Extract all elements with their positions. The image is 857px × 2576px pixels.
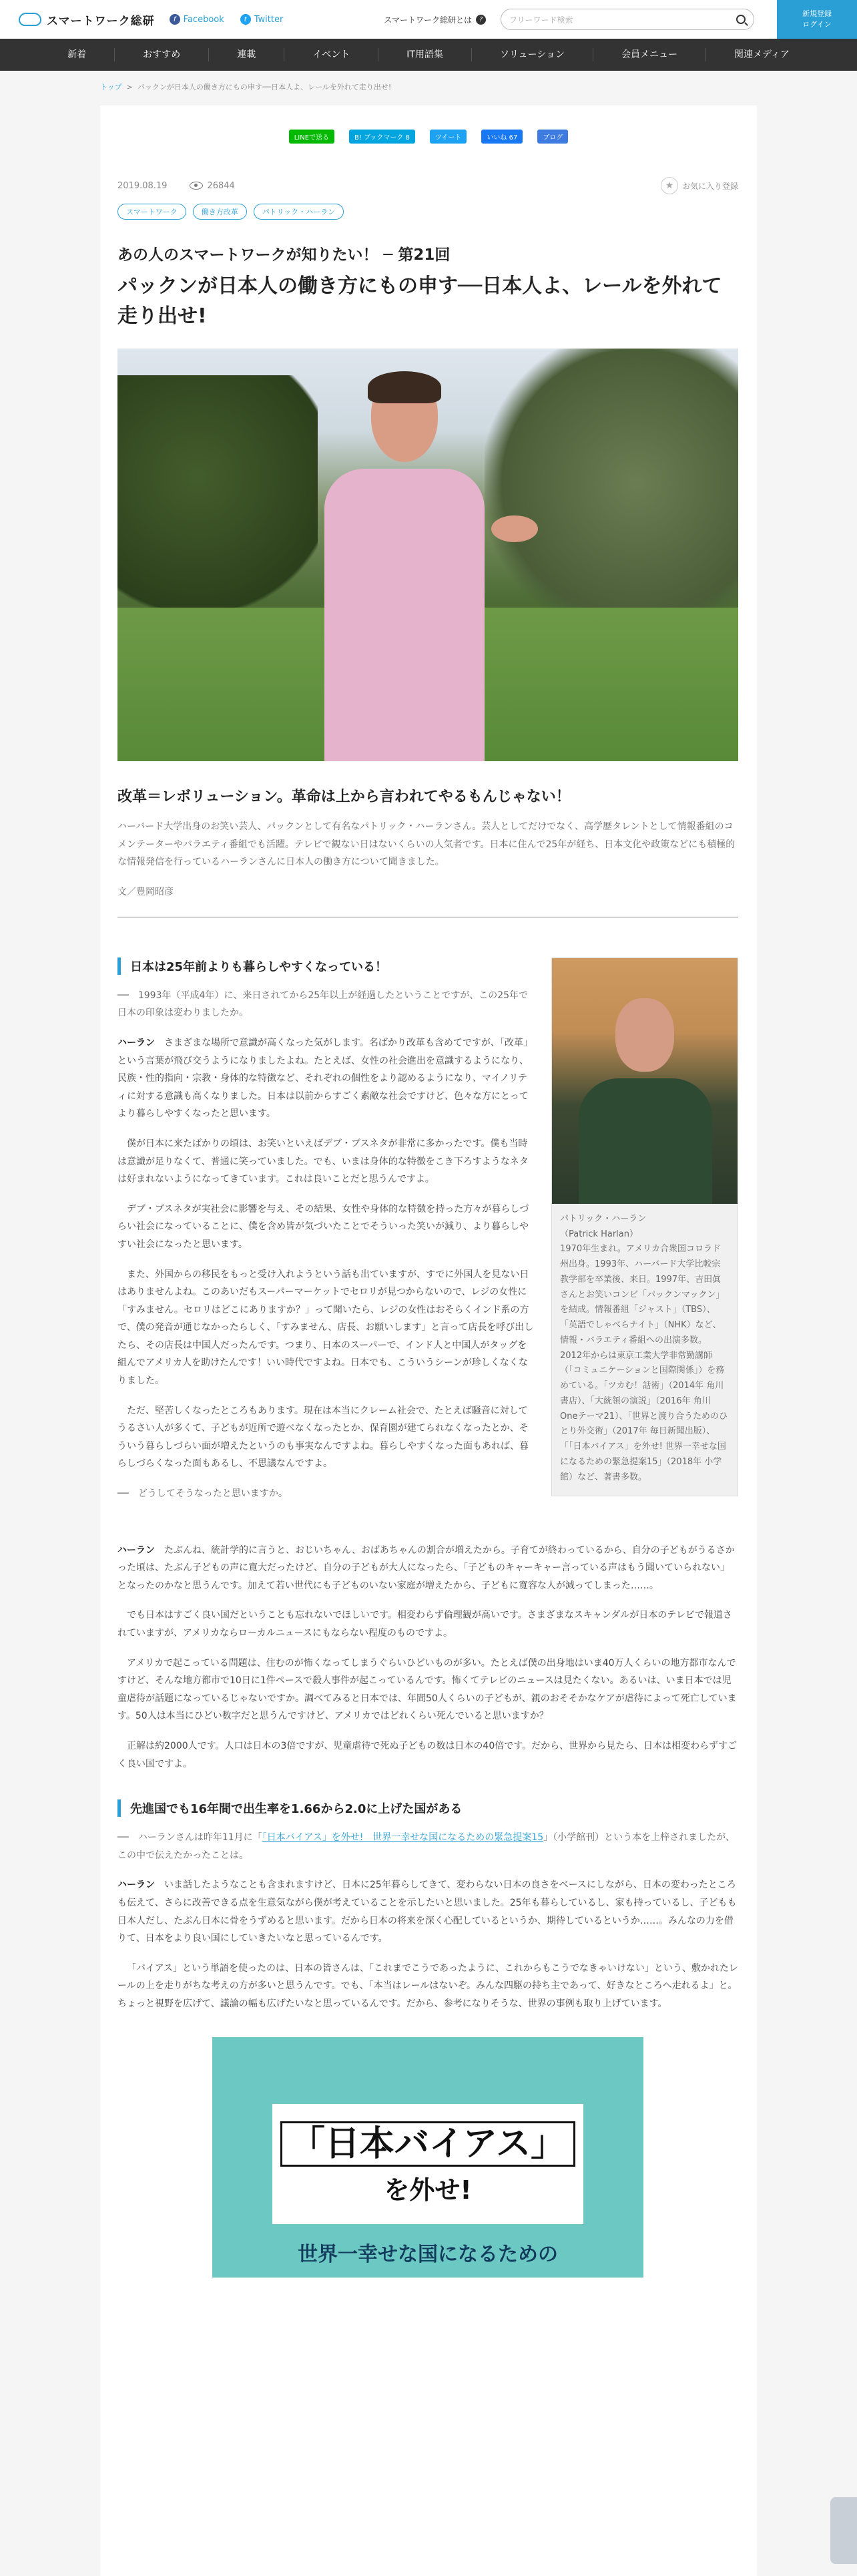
main-column bbox=[117, 957, 535, 1515]
cloud-logo-icon bbox=[19, 13, 41, 26]
answer: さまざまな場所で意識が高くなった気がします。名ばかり改革も含めてですが、「改革」という言葉が飛び交うようになりましたよね。たとえば、女性の社会進出を意識するようになり、民族・性的指向・宗教・身体的な特徴など、それぞれの個性をより認めるようになり、マイノリティに対する意識も高くなりました。日本は以前からすごく素敵な社会ですけど、色々な方にとってより暮らしやすくなったと思います。 bbox=[117, 1037, 533, 1120]
speaker-name: ハーラン bbox=[117, 1037, 155, 1048]
article bbox=[100, 105, 757, 2576]
section-heading: 日本は25年前よりも暮らしやすくなっている！ bbox=[117, 957, 535, 975]
profile-name-en: （Patrick Harlan） bbox=[560, 1229, 638, 1239]
article-meta bbox=[117, 177, 738, 194]
paragraph: また、外国からの移民をもっと受け入れようという話も出ていますが、すでに外国人を見ない日はありませんよね。このあいだもスーパーマーケットでセロリが見つからないので、レジの女性に「すみません。セロリはどこにありますか？」って聞いたら、レジの女性はおそらくインド系の方で、僕の発音が通じなかったらしく、「すみません、店長、お願いします」と言って店長を呼び出したら、その店長は中国人だったんです。つまり、日本のスーパーで、インド人と中国人がタッグを組んでアメリカ人を助けたんです！いい時代ですよね。日本でも、こういうシーンが珍しくなくなりました。 bbox=[117, 1269, 534, 1387]
book-link[interactable]: 「日本バイアス」を外せ! 世界一幸せな国になるための緊急提案15 bbox=[262, 1832, 544, 1844]
lead-text: ハーバード大学出身のお笑い芸人、パックンとして有名なパトリック・ハーランさん。芸人としてだけでなく、高学歴タレントとして情報番組のコメンテーターやバラエティ番組でも活躍。テレビで観ない日はないくらいの人気者です。日本に住んで25年が経ち、日本文化や政策などにも積極的な情報発信を行っているハーランさんに日本人の働き方について聞きました。 bbox=[117, 821, 736, 868]
article-title: パックンが日本人の働き方にもの申す──日本人よ、レールを外れて走り出せ! bbox=[117, 274, 722, 328]
question: ── 1993年（平成4年）に、来日されてから25年以上が経過したということですが、この25年で日本の印象は変わりましたか。 bbox=[117, 990, 529, 1019]
tag[interactable]: パトリック・ハーラン bbox=[254, 204, 344, 220]
blog-share-button[interactable]: ブログ bbox=[537, 130, 568, 144]
logo-text: スマートワーク総研 bbox=[47, 14, 155, 28]
star-icon: ★ bbox=[661, 177, 678, 194]
tag[interactable]: スマートワーク bbox=[117, 204, 186, 220]
speaker-name: ハーラン bbox=[117, 1880, 155, 1891]
paragraph: アメリカで起こっている問題は、住むのが怖くなってしまうぐらいひどいものが多い。たとえば僕の出身地はいま40万人くらいの地方都市なんですけど、そんな地方都市で10日に1件ペースで殺人事件が起こっているんです。怖くてテレビのニュースは見たくない。あるいは、いま日本では児童虐待が話題になっているじゃないですか。調べてみると日本では、年間50人くらいの子どもが、親のおそそかなケアが虐待によって死亡しています。50人は本当にひどい数字だと思うんですけど、アメリカではどれくらい死んでいると思いますか？ bbox=[117, 1657, 737, 1722]
profile-caption bbox=[552, 1204, 738, 1486]
author-credit: 文／豊岡昭彦 bbox=[117, 886, 174, 897]
section-heading: 先進国でも16年間で出生率を1.66から2.0に上げた国がある bbox=[117, 1799, 738, 1817]
nav-item[interactable]: おすすめ bbox=[115, 48, 209, 61]
profile-bio: 1970年生まれ。アメリカ合衆国コロラド州出身。1993年、ハーバード大学比較宗教学部を卒業後、来日。1997年、吉田眞さんとお笑いコンビ「パックンマックン」を結成。情報番組「ジャスト」（TBS）、「英語でしゃべらナイト」（NHK）など、情報・バラエティ番組への出演多数。2012年からは東京工業大学非常勤講師（「コミュニケーションと国際関係」）を務めている。「ツカむ！話術」（2014年 角川書店）、「大統領の演説」（2016年 角川Oneテーマ21）、「世界と渡り合うためのひとり外交術」（2017年 毎日新聞出版）、「「日本バイアス」を外せ! 世界一幸せな国になるための緊急提案15」（2018年 小学館）など、著書多数。 bbox=[560, 1244, 728, 1482]
series-subtitle: あの人のスマートワークが知りたい！ ─ 第21回 bbox=[117, 246, 451, 264]
view-count: 26844 bbox=[190, 181, 234, 191]
nav-item[interactable]: 関連メディア bbox=[734, 49, 790, 60]
profile-sidebar bbox=[551, 957, 738, 1497]
facebook-icon: f bbox=[170, 14, 180, 25]
search-icon[interactable] bbox=[736, 15, 746, 24]
profile-name: パトリック・ハーラン bbox=[560, 1213, 647, 1224]
publish-date: 2019.08.19 bbox=[117, 180, 168, 191]
breadcrumb-current: パックンが日本人の働き方にもの申す──日本人よ、レールを外れて走り出せ! bbox=[137, 83, 392, 91]
share-buttons bbox=[100, 130, 757, 144]
question: ── どうしてそうなったと思いますか。 bbox=[117, 1488, 288, 1500]
hero-photo bbox=[117, 349, 738, 761]
question-icon: ? bbox=[476, 15, 486, 25]
facebook-link[interactable]: f Facebook bbox=[170, 14, 224, 25]
paragraph: 「バイアス」という単語を使ったのは、日本の皆さんは、「これまでこうであったように、これからもこうでなきゃいけない」という、敷かれたレールの上を走りがちな考えの方が多いと思うんです。でも、「本当はレールはないぞ。みんな四駆の持ち主であって、好きなところへ走れるよ」と。ちょっと視野を広げて、議論の幅も広げたいなと思っているんです。だから、参考になりそうな、世界の事例も取り上げています。 bbox=[117, 1962, 738, 2009]
tweet-button[interactable]: ツイート bbox=[430, 130, 467, 144]
nav-item[interactable]: IT用語集 bbox=[378, 48, 472, 61]
twitter-icon: t bbox=[240, 14, 251, 25]
like-button[interactable]: いいね 67 bbox=[481, 130, 523, 144]
tag-list bbox=[117, 204, 757, 220]
continued-body: ハーラン たぶんね、統計学的に言うと、おじいちゃん、おばあちゃんの割合が増えたから。子育てが終わっているから、自分の子どもがうるさかった頃は、たぶん子どもの声に寛大だったけど、自分の子どもが大人になったら、「子どものキャーキャー言っている声はもう聞いていられない」となったのかなと思うんです。加えて若い世代にも子どものいない家庭が増えたから、子どもに寛容な人が減ってしまった……。 でも日本はすごく良い国だということも忘れないでほしいです。相変わらず倫理観が高いです。さまざまなスキャンダルが日本のテレビで報道されていますが、アメリカならローカルニュースにもならない程度のものですよ。 アメリカで起こっている問題は、住むのが怖くなってしまうぐらいひどいものが多い。たとえば僕の出身地はいま40万人くらいの地方都市なんですけど、そんな地方都市で10日に1件ペースで殺人事件が起こっているんです。怖くてテレビのニュースは見たくない。あるいは、いま日本では児童虐待が話題になっているじゃないですか。調べてみると日本では、年間50人くらいの子どもが、親のおそそかなケアが虐待によって死亡しています。50人は本当にひどい数字だと思うんですけど、アメリカではどれくらい死んでいると思いますか？ 正解は約2000人です。人口は日本の3倍ですが、児童虐待で死ぬ子どもの数は日本の40倍です。だから、世界から見たら、日本は相変わらずすごく良い国ですよ。 先進国でも16年間で出生率を1.66から2.0に上げた国がある ── ハーランさんは昨年11月に「「日本バイアス」を外せ! 世界一幸せな国になるための緊急提案15」（小学館刊）という本を上梓されましたが、この中で伝えたかったことは。 ハーラン いま話したようなことも含まれますけど、日本に25年暮らしてきて、変わらない日本の良さをベースにしながら、日本の変わったところも伝えて、さらに改善できる点を生意気ながら僕が考えていることを示したいと思いました。25年も暮らしているし、家も持っているし、子どもも日本人だし、たぶん日本に骨をうずめると思います。だから日本の将来を深く心配しているというか、期待しているというか……。みんなの力を借りて、日本をより良い国にしていきたいなと思っているんです。 「バイアス」という単語を使ったのは、日本の皆さんは、「これまでこうであったように、これからもこうでなきゃいけない」という、敷かれたレールの上を走りがちな考えの方が多いと思うんです。でも、「本当はレールはないぞ。みんな四駆の持ち主であって、好きなところへ走れるよ」と。ちょっと視野を広げて、議論の幅も広げたいなと思っているんです。だから、参考になりそうな、世界の事例も取り上げています。 「日本バイアス」 を外せ! 世界一幸せな国になるための bbox=[117, 1542, 738, 2278]
site-header bbox=[0, 0, 857, 39]
hatena-bookmark-button[interactable]: B! ブックマーク 8 bbox=[349, 130, 415, 144]
paragraph: でも日本はすごく良い国だということも忘れないでほしいです。相変わらず倫理観が高いです。さまざまなスキャンダルが日本のテレビで報道されていますが、アメリカならローカルニュースにもならない程度のものですよ。 bbox=[117, 1610, 732, 1639]
book-title: 「日本バイアス」 bbox=[280, 2121, 575, 2167]
floating-side-button[interactable] bbox=[830, 2497, 857, 2564]
social-links bbox=[170, 14, 284, 25]
line-share-button[interactable]: LINEで送る bbox=[289, 130, 334, 144]
paragraph: 正解は約2000人です。人口は日本の3倍ですが、児童虐待で死ぬ子どもの数は日本の40倍です。だから、世界から見たら、日本は相変わらずすごく良い国ですよ。 bbox=[117, 1740, 738, 1769]
article-body bbox=[117, 957, 738, 1515]
profile-photo bbox=[552, 958, 738, 1204]
answer: たぶんね、統計学的に言うと、おじいちゃん、おばあちゃんの割合が増えたから。子育てが終わっているから、自分の子どもがうるさかった頃は、たぶん子どもの声に寛大だったけど、自分の子どもが大人になったら、「子どものキャーキャー言っている声はもう聞いていられない」となったのかなと思うんです。加えて若い世代にも子どものいない家庭が増えたから、子どもに寛容な人が減ってしまった……。 bbox=[117, 1544, 735, 1591]
lead-heading: 改革＝レボリューション。革命は上から言われてやるもんじゃない！ bbox=[117, 789, 571, 805]
site-logo[interactable] bbox=[19, 11, 155, 28]
nav-item[interactable]: 新着 bbox=[39, 48, 115, 61]
nav-item[interactable]: ソリューション bbox=[472, 48, 593, 61]
main-nav bbox=[0, 39, 857, 71]
breadcrumb-top[interactable]: トップ bbox=[100, 83, 122, 91]
tag[interactable]: 働き方改革 bbox=[193, 204, 247, 220]
search-input[interactable]: フリーワード検索 bbox=[501, 9, 754, 30]
paragraph: ただ、堅苦しくなったところもあります。現在は本当にクレーム社会で、たとえば騒音に対してうるさい人が多くて、子どもが近所で遊べなくなったとか、保育園が建てられなくなったとか、そういう暮らしづらい面が増えたというのも事実なんですよね。暮らしやすくなった面もあれば、暮らしづらくなった面もあるし、不思議なんですよ。 bbox=[117, 1405, 529, 1470]
nav-item[interactable]: 連載 bbox=[209, 48, 284, 61]
twitter-link[interactable]: t Twitter bbox=[240, 14, 284, 25]
register-login-button[interactable]: 新規登録 ログイン bbox=[777, 0, 857, 39]
paragraph: デブ・ブスネタが実社会に影響を与え、その結果、女性や身体的な特徴を持った方々が暮らしづらい社会になっていることに、僕を含め皆が気づいたことでそういった笑いが減り、より暮らしやすい社会になったと思います。 bbox=[117, 1203, 529, 1250]
book-cover-image bbox=[212, 2037, 643, 2278]
about-link[interactable]: スマートワーク総研とは ? bbox=[384, 14, 486, 25]
person-figure bbox=[324, 375, 485, 761]
nav-item[interactable]: 会員メニュー bbox=[593, 48, 706, 61]
book-subtitle: 世界一幸せな国になるための bbox=[298, 2242, 558, 2266]
answer: いま話したようなことも含まれますけど、日本に25年暮らしてきて、変わらない日本の良さをベースにしながら、日本の変わったところも伝えて、さらに改善できる点を生意気ながら僕が考えていることを示したいと思いました。25年も暮らしているし、家も持っているし、子どもも日本人だし、たぶん日本に骨をうずめると思います。だから日本の将来を深く心配しているというか、期待しているというか……。みんなの力を借りて、日本をより良い国にしていきたいなと思っているんです。 bbox=[117, 1880, 737, 1944]
nav-item[interactable]: イベント bbox=[284, 48, 378, 61]
favorite-button[interactable]: ★ お気に入り登録 bbox=[661, 177, 738, 194]
speaker-name: ハーラン bbox=[117, 1544, 155, 1556]
paragraph: 僕が日本に来たばかりの頃は、お笑いといえばデブ・ブスネタが非常に多かったです。僕も当時は意識が足りなくて、普通に笑っていました。でも、いまは身体的な特徴をこき下ろすようなネタは好まれないようになってきています。これは良いことだと思うんですよ。 bbox=[117, 1138, 529, 1185]
book-title-2: を外せ! bbox=[384, 2175, 472, 2205]
breadcrumb: トップ > パックンが日本人の働き方にもの申す──日本人よ、レールを外れて走り出せ! bbox=[100, 83, 392, 91]
eye-icon bbox=[190, 182, 203, 190]
